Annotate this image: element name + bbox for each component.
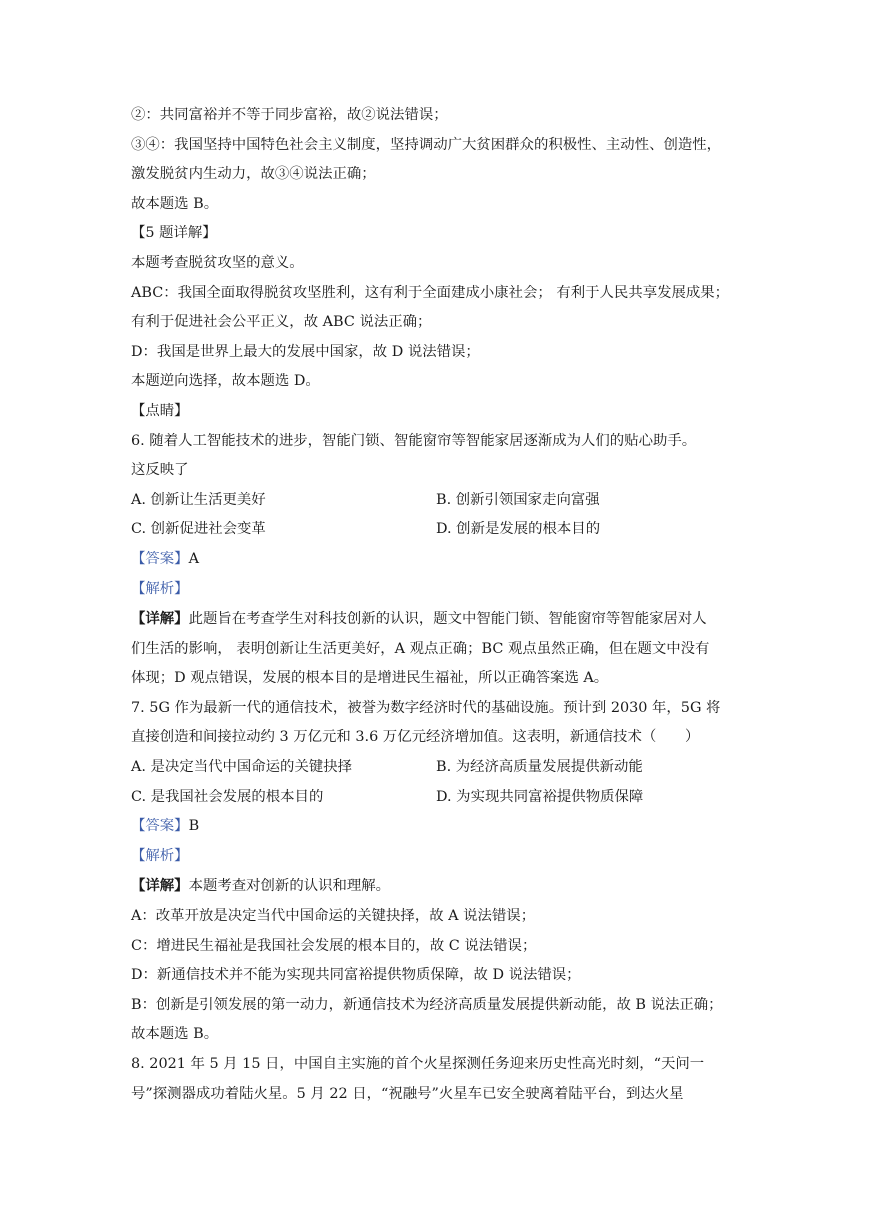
explanation-line: C：增进民生福祉是我国社会发展的根本目的，故 C 说法错误； [131, 937, 537, 954]
option-b: B. 为经济高质量发展提供新动能 [436, 759, 643, 776]
detail-line: 体现；D 观点错误，发展的根本目的是增进民生福祉，所以正确答案选 A。 [131, 670, 609, 687]
question-6-options-row [131, 515, 741, 545]
detail-tag: 【详解】 [131, 877, 189, 895]
question-8-stem: 号”探测器成功着陆火星。5 月 22 日，“祝融号”火星车已安全驶离着陆平台，到达火星 [131, 1085, 684, 1102]
text-line: 故本题选 B。 [131, 195, 219, 212]
question-8-stem: 8. 2021 年 5 月 15 日，中国自主实施的首个火星探测任务迎来历史性高光时刻，“天问一 [131, 1056, 705, 1072]
answer-tag: 【答案】 [131, 818, 189, 835]
explanation-line: D：新通信技术并不能为实现共同富裕提供物质保障，故 D 说法错误； [131, 967, 581, 984]
detail-tag: 【详解】 [131, 610, 189, 628]
explanation-line: A：改革开放是决定当代中国命运的关键抉择，故 A 说法错误； [131, 908, 536, 925]
answer-value: A [188, 550, 199, 567]
text-line: ②：共同富裕并不等于同步富裕，故②说法错误； [131, 107, 448, 123]
detail-line: 们生活的影响， 表明创新让生活更美好，A 观点正确；BC 观点虽然正确，但在题文中没有 [131, 640, 710, 657]
option-a: A. 创新让生活更美好 [131, 491, 266, 508]
answer-value: B [188, 818, 200, 835]
option-c: C. 是我国社会发展的根本目的 [131, 788, 324, 805]
text-line: D：我国是世界上最大的发展中国家，故 D 说法错误； [131, 343, 480, 360]
question-7-stem: 直接创造和间接拉动约 3 万亿元和 3.6 万亿元经济增加值。这表明，新通信技术（ ） [131, 729, 700, 746]
text-line: ABC：我国全面取得脱贫攻坚胜利，这有利于全面建成小康社会； 有利于人民共享发展成果； [131, 284, 730, 301]
option-d: D. 创新是发展的根本目的 [436, 521, 601, 538]
question-7-stem: 7. 5G 作为最新一代的通信技术，被誉为数字经济时代的基础设施。预计到 2030 年，5G 将 [131, 699, 721, 716]
section-heading: 【5 题详解】 [131, 225, 217, 242]
option-d: D. 为实现共同富裕提供物质保障 [436, 788, 644, 805]
question-6-stem: 这反映了 [131, 462, 189, 479]
analysis-tag: 【解析】 [131, 847, 189, 864]
question-6-options-row [131, 486, 741, 516]
detail-text: 此题旨在考查学生对科技创新的认识，题文中智能门锁、智能窗帘等智能家居对人 [188, 611, 707, 628]
option-c: C. 创新促进社会变革 [131, 521, 266, 538]
section-heading: 【点睛】 [131, 402, 189, 419]
answer-line [131, 545, 741, 575]
detail-line [131, 604, 741, 635]
explanation-line: 故本题选 B。 [131, 1026, 219, 1043]
option-b: B. 创新引领国家走向富强 [436, 491, 600, 508]
explanation-line: B：创新是引领发展的第一动力，新通信技术为经济高质量发展提供新动能，故 B 说法正确； [131, 996, 723, 1013]
text-line: ③④：我国坚持中国特色社会主义制度，坚持调动广大贫困群众的积极性、主动性、创造性， [131, 136, 722, 153]
analysis-tag: 【解析】 [131, 580, 189, 597]
text-line: 本题考查脱贫攻坚的意义。 [131, 254, 304, 271]
detail-line [131, 871, 741, 902]
question-7-options-row [131, 783, 741, 813]
text-line: 有利于促进社会公平正义，故 ABC 说法正确； [131, 314, 432, 331]
document-body [131, 101, 741, 1109]
option-a: A. 是决定当代中国命运的关键抉择 [131, 759, 353, 776]
question-7-options-row [131, 753, 741, 783]
text-line: 本题逆向选择，故本题选 D。 [131, 373, 320, 390]
detail-text: 本题考查对创新的认识和理解。 [188, 878, 391, 895]
text-line: 激发脱贫内生动力，故③④说法正确； [131, 166, 376, 183]
answer-line [131, 812, 741, 842]
question-6-stem: 6. 随着人工智能技术的进步，智能门锁、智能窗帘等智能家居逐渐成为人们的贴心助手。 [131, 432, 697, 449]
answer-tag: 【答案】 [131, 550, 189, 567]
